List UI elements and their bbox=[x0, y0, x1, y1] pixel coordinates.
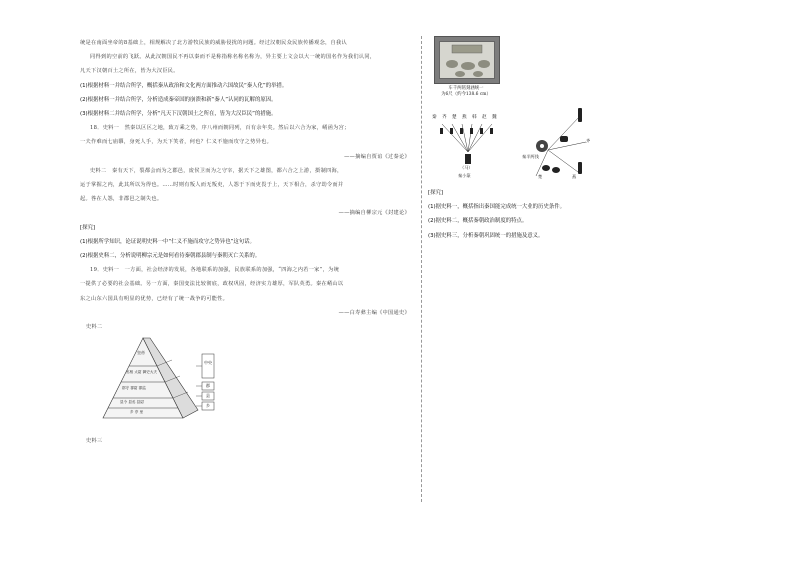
artifact-caption-2: 为6尺（约今138.6 cm） bbox=[441, 92, 491, 97]
q18-material1-line: 18．史料一 然秦以区区之地，致万乘之势，序八州而朝同列，百有余年矣。然后以六合为家，崤函为宫； bbox=[90, 125, 350, 132]
route-label-chu: 楚 bbox=[452, 115, 457, 120]
artifact-photo-inner bbox=[439, 41, 495, 79]
q18-source1: ——摘编自贾谊《过秦论》 bbox=[344, 153, 410, 160]
q19-material2-label: 史料二 bbox=[86, 324, 103, 331]
question-17-2: (2)根据材料一并结合所学，分析造成秦帝国的崩溃和新“秦人”认同的瓦解的原因。 bbox=[80, 96, 277, 103]
script-coin-figure bbox=[428, 102, 718, 184]
q19-material1-line: 东之山东六国具有明显的优势，已经有了统一战争的可能性。 bbox=[80, 295, 229, 302]
q19-material3-label: 史料三 bbox=[86, 438, 103, 445]
seal-label: （马） bbox=[460, 165, 473, 170]
route-label-qin: 秦 bbox=[432, 115, 437, 120]
q18-material2-line: 运于掌握之内，此其所以为得也。……时则有叛人而无叛吏，人怨于下而吏畏于上，天下相合，杀守劫令而并 bbox=[80, 182, 344, 189]
pyramid-tier-2: 郡守 郡尉 郡监 bbox=[122, 386, 146, 391]
coin-top-label: 齐 bbox=[586, 138, 591, 143]
artifact-illustration bbox=[440, 42, 496, 80]
route-label-zhao: 赵 bbox=[482, 115, 487, 120]
pyramid-tier-1: 丞相 太尉 御史大夫 bbox=[126, 370, 158, 375]
pyramid-side-township: 乡 bbox=[206, 403, 210, 409]
question-19-3: (3)据史料三，分析秦朝巩固统一的措施及意义。 bbox=[428, 232, 544, 239]
seal-sub-label: 秦小篆 bbox=[458, 173, 471, 178]
pyramid-side-county: 县 bbox=[206, 393, 210, 399]
q18-material2-line: 史料二 秦有天下，裂都会而为之郡邑，废侯卫而为之守宰，据天下之雄图，都六合之上游，摄制四海， bbox=[90, 167, 343, 174]
q18-material1-line: 一夫作难而七庙隳，身死人手，为天下笑者，何也？仁义不施而攻守之势异也。 bbox=[80, 139, 273, 146]
pyramid-tier-3: 县令 县丞 县尉 bbox=[120, 400, 144, 405]
question-19-2: (2)据史料二，概括秦朝政治制度的特点。 bbox=[428, 218, 528, 225]
intro-line: 统是在南面坐帝的8基础上，相规解决了北方游牧民族的威胁侵扰的问题。经过汉朝民众民族传播观念，自我认 bbox=[80, 40, 348, 46]
q19-material1-line: 一提供了必要的社会基础。另一方面，秦国变法比较彻底，政权巩固，经济实力雄厚，军队英勇。秦在崤山以 bbox=[80, 281, 344, 288]
pyramid-top-label: 皇帝 bbox=[137, 350, 145, 356]
route-label-han: 韩 bbox=[472, 115, 477, 120]
q18-material2-line: 起。咎在人怨，非郡邑之制失也。 bbox=[80, 196, 163, 203]
route-label-yan: 燕 bbox=[462, 115, 467, 120]
q18-inquiry-label: [探究] bbox=[80, 224, 95, 231]
question-18-2: (2)根据史料二，分析说明柳宗元是如何看待秦朝郡县制与秦朝灭亡关系的。 bbox=[80, 253, 261, 260]
route-label-wei: 魏 bbox=[492, 115, 497, 120]
artifact-caption-1: 车千两铭刻涵统一 bbox=[448, 86, 484, 91]
question-17-1: (1)根据材料一并结合所学，概括秦从政治和文化两方面推动六国故民“秦人化”的举措。 bbox=[80, 82, 288, 89]
left-column bbox=[80, 36, 416, 448]
coin-sub-label-chu: 楚 bbox=[538, 174, 543, 179]
right-inquiry-label: [探究] bbox=[428, 190, 443, 196]
route-label-qi: 齐 bbox=[442, 115, 447, 120]
question-17-3: (3)根据材料二并结合所学，分析“凡天下汉朝国土之所在，皆为大汉臣民”的措施。 bbox=[80, 111, 277, 118]
q18-source2: ——摘编自柳宗元《封建论》 bbox=[338, 210, 410, 217]
pyramid-diagram bbox=[98, 336, 228, 436]
coin-sub-label-yan: 燕 bbox=[572, 174, 577, 179]
pyramid-side-central: 中央 bbox=[204, 360, 212, 366]
pyramid-side-prefecture: 郡 bbox=[206, 383, 210, 389]
intro-line: 凡天下汉朝百土之所在，皆为大汉臣民。 bbox=[80, 68, 179, 75]
column-divider bbox=[421, 36, 422, 502]
q19-source1: ——白寿彝主编《中国通史》 bbox=[338, 309, 410, 316]
pyramid-tier-4: 乡 亭 里 bbox=[130, 410, 144, 415]
question-19-1: (1)据史料一，概括指出秦国能完成统一大业的历史条件。 bbox=[428, 204, 566, 211]
artifact-photo bbox=[434, 36, 500, 84]
intro-line: 同得到的空前的飞跃。从此汉朝国民不再以秦而不是称指称名称名称为，异主要上文会以大一统的国名作为我们认同， bbox=[90, 54, 376, 61]
question-18-1: (1)根据所学知识，论证说明史料一中“仁义不施而攻守之势异也”这句话。 bbox=[80, 238, 255, 245]
right-column bbox=[428, 36, 718, 243]
coin-label: 秦半两钱 bbox=[522, 154, 539, 159]
q19-material1-line: 19．史料一 一方面，社会经济的发展，各地联系的加强，民族联系的加强，“四海之内若一家”，为统 bbox=[90, 267, 340, 274]
